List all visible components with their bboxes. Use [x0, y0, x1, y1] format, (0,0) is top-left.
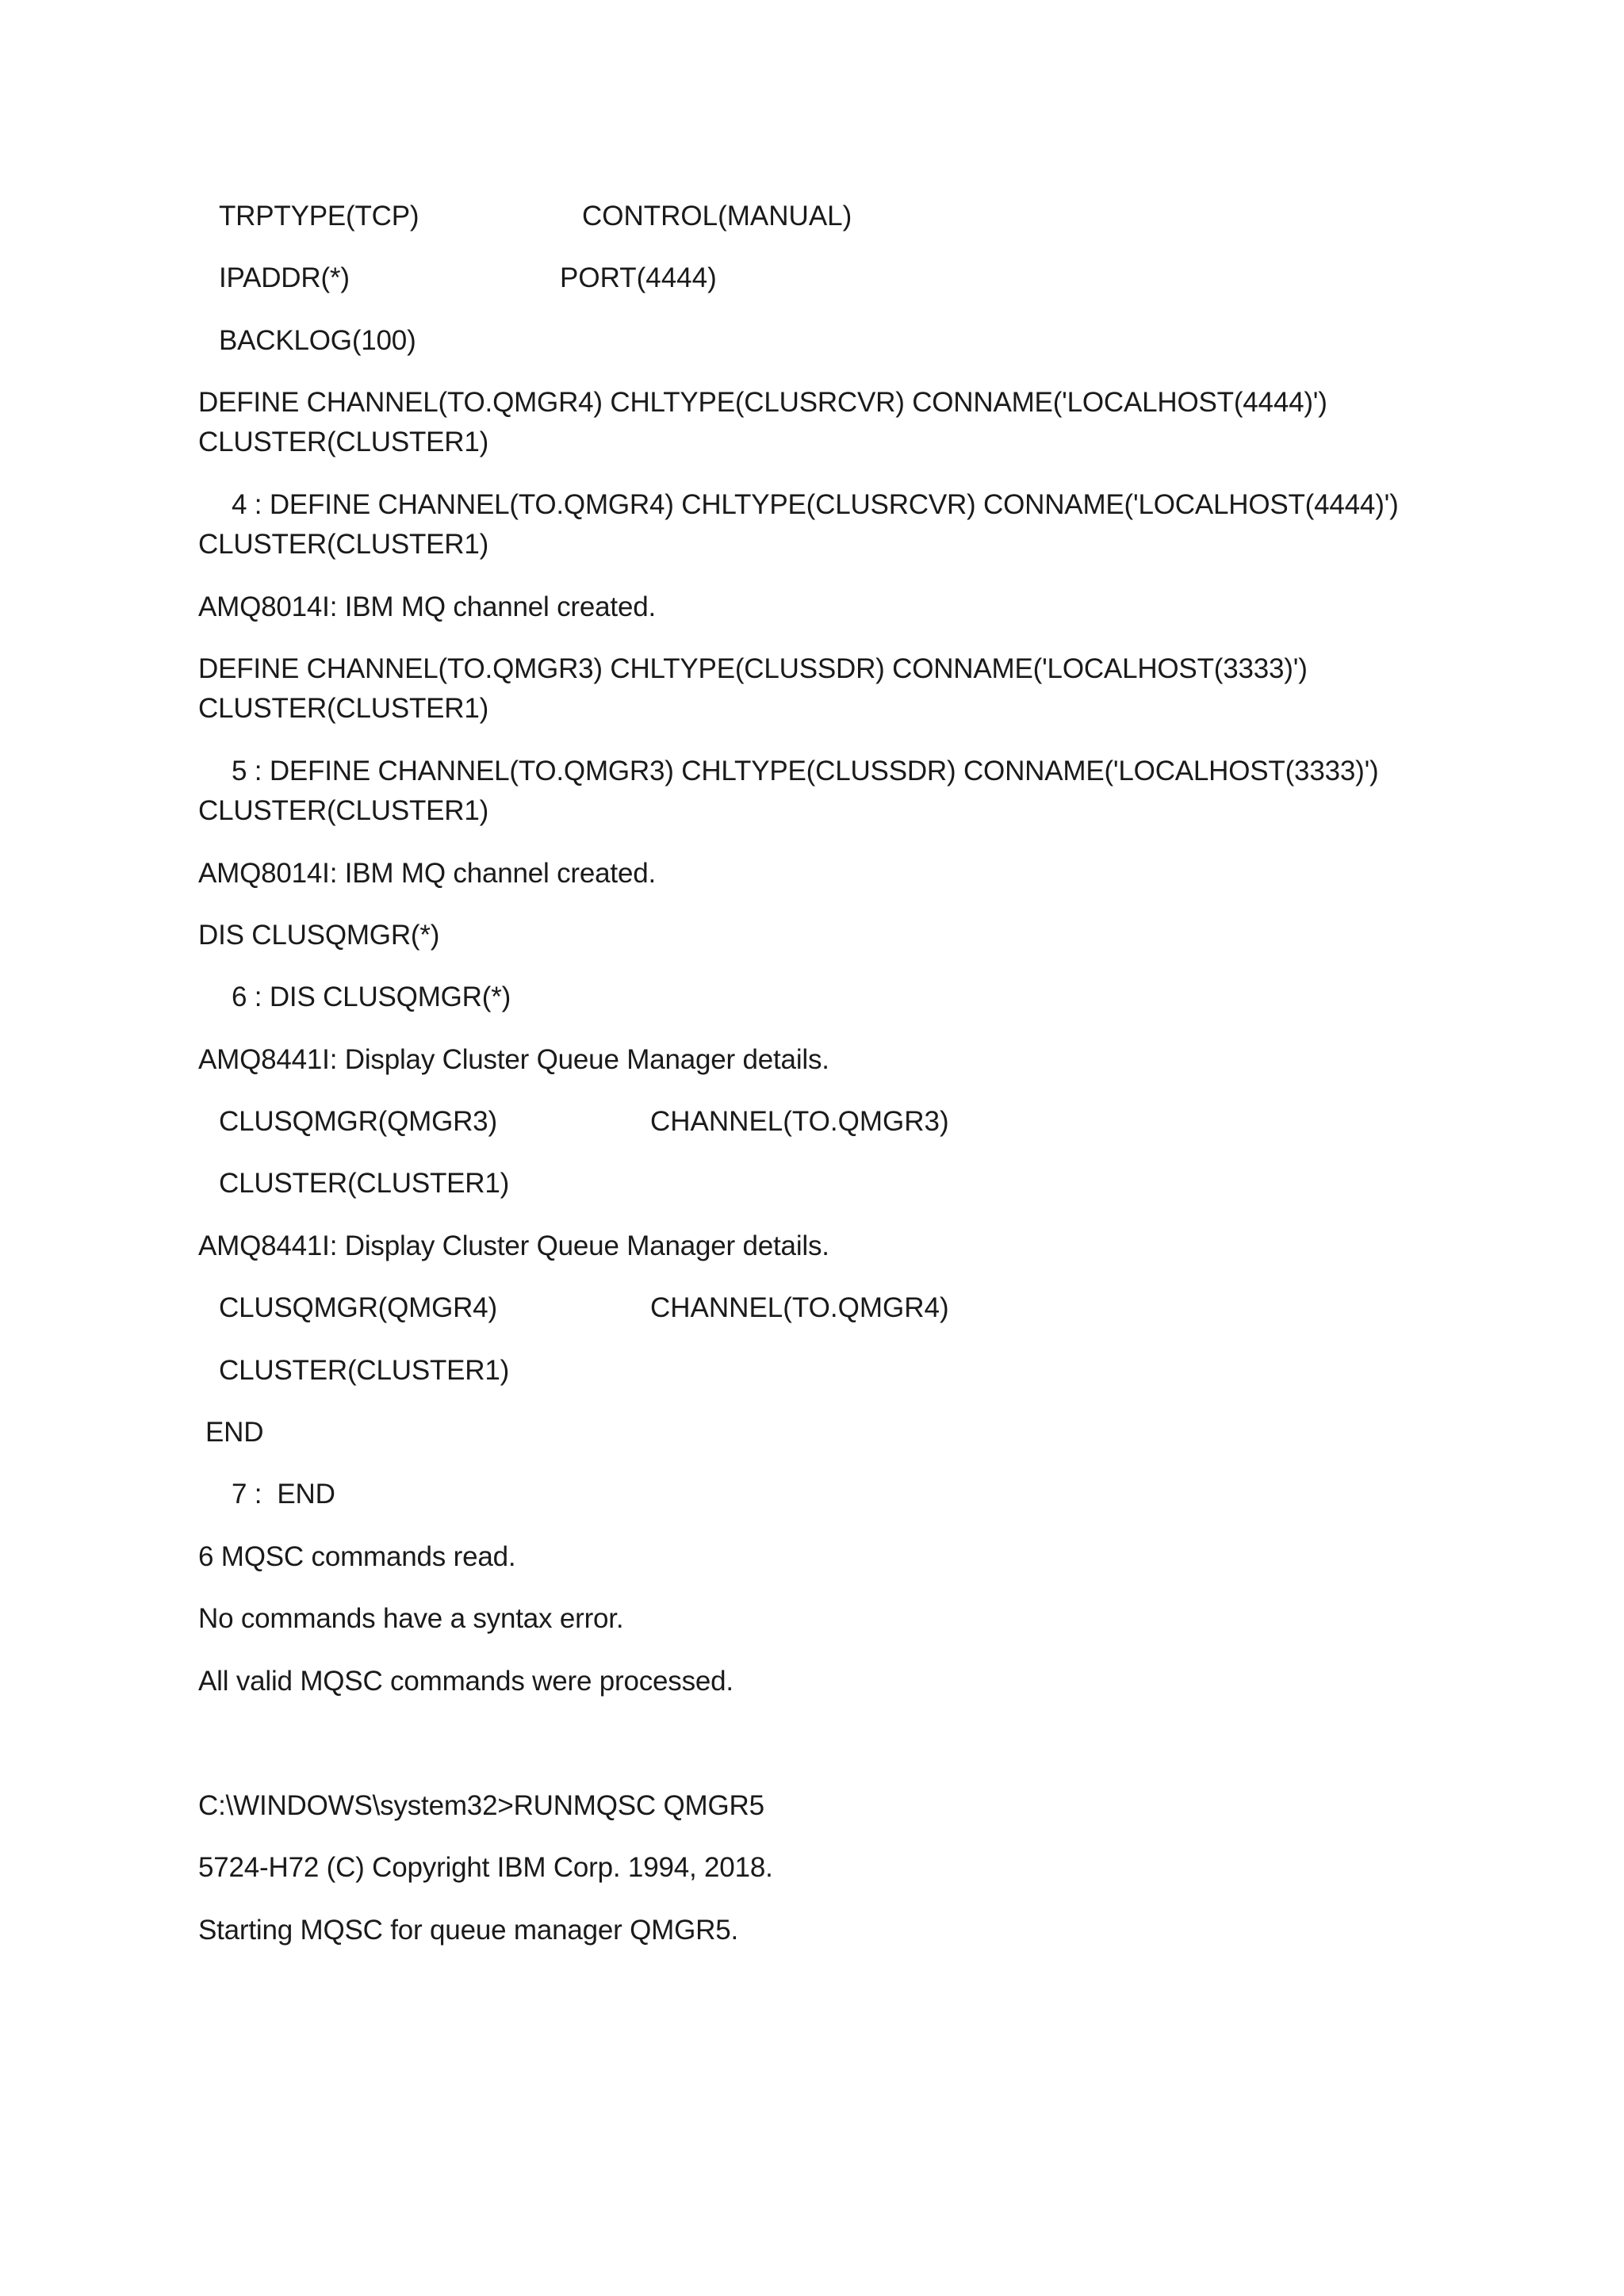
end-command: END [205, 1417, 264, 1448]
cluster-line: CLUSTER(CLUSTER1) [198, 529, 489, 560]
display-details-message: AMQ8441I: Display Cluster Queue Manager details. [198, 1230, 829, 1261]
cluster-line: CLUSTER(CLUSTER1) [219, 1168, 510, 1199]
define-channel-qmgr4-command: DEFINE CHANNEL(TO.QMGR4) CHLTYPE(CLUSRCVR) CONNAME('LOCALHOST(4444)') [198, 387, 1327, 418]
ipaddr-line: IPADDR(*) [219, 262, 350, 293]
control-value: CONTROL(MANUAL) [582, 201, 852, 232]
echo-command-7: 7 : END [232, 1479, 335, 1510]
dis-clusqmgr-command: DIS CLUSQMGR(*) [198, 920, 440, 951]
processed-summary: All valid MQSC commands were processed. [198, 1666, 733, 1697]
port-value: PORT(4444) [560, 262, 717, 293]
echo-command-6: 6 : DIS CLUSQMGR(*) [232, 982, 511, 1012]
copyright-line: 5724-H72 (C) Copyright IBM Corp. 1994, 2018. [198, 1852, 773, 1883]
clusqmgr-qmgr4: CLUSQMGR(QMGR4) [219, 1292, 497, 1323]
cluster-line: CLUSTER(CLUSTER1) [198, 693, 489, 724]
syntax-error-summary: No commands have a syntax error. [198, 1603, 624, 1634]
channel-created-message: AMQ8014I: IBM MQ channel created. [198, 591, 657, 622]
channel-created-message: AMQ8014I: IBM MQ channel created. [198, 858, 657, 889]
echo-command-4: 4 : DEFINE CHANNEL(TO.QMGR4) CHLTYPE(CLUSRCVR) CONNAME('LOCALHOST(4444)') [232, 489, 1399, 520]
cluster-line: CLUSTER(CLUSTER1) [198, 427, 489, 457]
define-channel-qmgr3-command: DEFINE CHANNEL(TO.QMGR3) CHLTYPE(CLUSSDR) CONNAME('LOCALHOST(3333)') [198, 653, 1308, 684]
starting-mqsc-line: Starting MQSC for queue manager QMGR5. [198, 1915, 739, 1946]
display-details-message: AMQ8441I: Display Cluster Queue Manager details. [198, 1044, 829, 1075]
clusqmgr-qmgr3: CLUSQMGR(QMGR3) [219, 1106, 497, 1137]
cluster-line: CLUSTER(CLUSTER1) [198, 795, 489, 826]
trptype-line: TRPTYPE(TCP) [219, 201, 419, 232]
backlog-line: BACKLOG(100) [219, 325, 416, 356]
prompt-runmqsc: C:\WINDOWS\system32>RUNMQSC QMGR5 [198, 1790, 764, 1821]
commands-read-summary: 6 MQSC commands read. [198, 1541, 516, 1572]
echo-command-5: 5 : DEFINE CHANNEL(TO.QMGR3) CHLTYPE(CLUSSDR) CONNAME('LOCALHOST(3333)') [232, 756, 1379, 786]
channel-qmgr4: CHANNEL(TO.QMGR4) [650, 1292, 949, 1323]
cluster-line: CLUSTER(CLUSTER1) [219, 1355, 510, 1386]
channel-qmgr3: CHANNEL(TO.QMGR3) [650, 1106, 949, 1137]
